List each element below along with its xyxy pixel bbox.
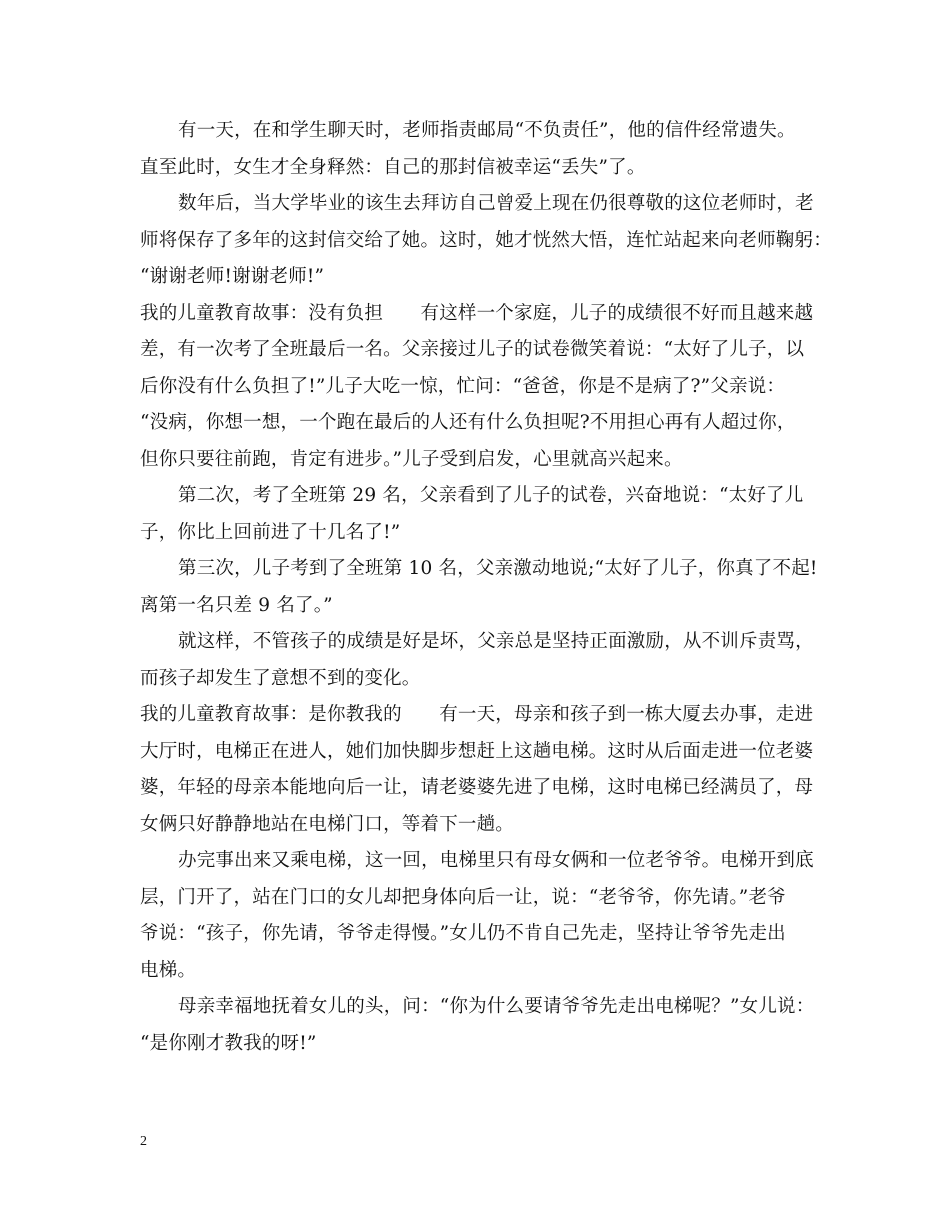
section-heading-line: 我的儿童教育故事：没有负担 有这样一个家庭，儿子的成绩很不好而且越来越 <box>140 302 814 324</box>
text-line: 后你没有什么负担了!”儿子大吃一惊，忙问：“爸爸，你是不是病了?”父亲说： <box>140 375 786 397</box>
text-line: 直至此时，女生才全身释然：自己的那封信被幸运“丢失”了。 <box>140 156 646 178</box>
text-line: 数年后，当大学毕业的该生去拜访自己曾爱上现在仍很尊敬的这位老师时，老 <box>178 193 814 214</box>
text-line: 子，你比上回前进了十几名了!” <box>140 521 401 543</box>
text-line: 大厅时，电梯正在进人，她们加快脚步想赶上这趟电梯。这时从后面走进一位老婆 <box>140 740 814 762</box>
text-line: 办完事出来又乘电梯，这一回，电梯里只有母女俩和一位老爷爷。电梯开到底 <box>178 850 814 871</box>
text-line: “没病，你想一想，一个跑在最后的人还有什么负担呢?不用担心再有人超过你， <box>140 412 796 433</box>
text-line: 就这样，不管孩子的成绩是好是坏，父亲总是坚持正面激励，从不训斥责骂， <box>178 631 814 652</box>
text-line: 第三次，儿子考到了全班第 10 名，父亲激动地说;“太好了儿子，你真了不起! <box>178 558 818 579</box>
text-line: 爷说：“孩子，你先请，爷爷走得慢。”女儿仍不肯自己先走，坚持让爷爷先走出 <box>140 923 786 944</box>
text-line: 第二次，考了全班第 29 名，父亲看到了儿子的试卷，兴奋地说：“太好了儿 <box>178 485 804 506</box>
page-number: 2 <box>140 1134 147 1149</box>
text-line: 但你只要往前跑，肯定有进步。”儿子受到启发，心里就高兴起来。 <box>140 448 683 470</box>
text-line: “谢谢老师!谢谢老师!” <box>140 266 325 287</box>
section-heading-line: 我的儿童教育故事：是你教我的 有一天，母亲和孩子到一栋大厦去办事，走进 <box>140 704 814 725</box>
text-line: 而孩子却发生了意想不到的变化。 <box>140 667 421 689</box>
text-line: 差，有一次考了全班最后一名。父亲接过儿子的试卷微笑着说：“太好了儿子，以 <box>140 339 805 360</box>
text-line: 离第一名只差 9 名了。” <box>140 594 333 616</box>
text-line: 电梯。 <box>140 959 197 981</box>
text-line: 层，门开了，站在门口的女儿却把身体向后一让，说：“老爷爷，你先请。”老爷 <box>140 886 786 908</box>
text-line: 师将保存了多年的这封信交给了她。这时，她才恍然大悟，连忙站起来向老师鞠躬： <box>140 229 832 251</box>
text-line: 母亲幸福地抚着女儿的头，问：“你为什么要请爷爷先走出电梯呢？”女儿说： <box>178 996 815 1017</box>
text-line: 女俩只好静静地站在电梯门口，等着下一趟。 <box>140 813 515 835</box>
text-line: 婆，年轻的母亲本能地向后一让，请老婆婆先进了电梯，这时电梯已经满员了，母 <box>140 777 814 798</box>
body-text <box>140 113 832 1062</box>
text-line: “是你刚才教我的呀!” <box>140 1032 317 1054</box>
text-line: 有一天，在和学生聊天时，老师指责邮局“不负责任”，他的信件经常遗失。 <box>178 120 796 141</box>
